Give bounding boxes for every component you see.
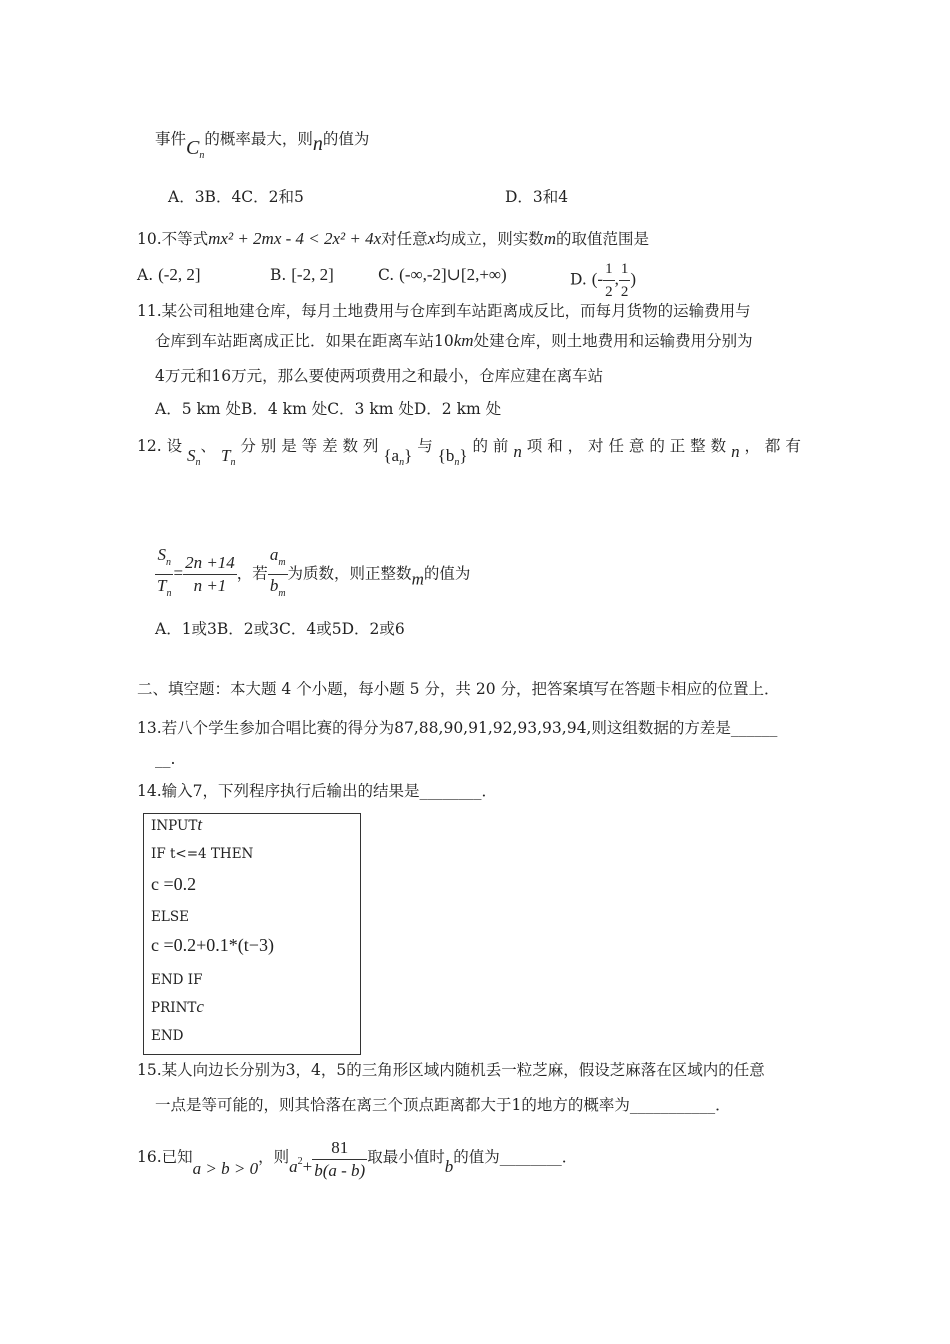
code-line-assign2: c =0.2+0.1*(t−3)	[151, 935, 274, 955]
q10-option-d: D. (- $\frac{1}{2}$ , $\frac{1}{2}$ )	[570, 258, 636, 303]
q10-option-c: C. (-∞,-2]∪[2,+∞)	[378, 265, 507, 284]
q10-option-a: A. (-2, 2]	[137, 265, 201, 284]
q14-stem: 14.输入7，下列程序执行后输出的结果是________．	[137, 782, 498, 800]
q11-options: A．5 km 处B．4 km 处C．3 km 处D．2 km 处	[155, 400, 502, 418]
q10-stem: 10.不等式mx² + 2mx - 4 < 2x² + 4x对任意x均成立，则实数m的取值范围是	[137, 229, 650, 248]
q11-line2: 仓库到车站距离成正比．如果在距离车站10km处建仓库，则土地费用和运输费用分别为	[155, 331, 753, 350]
code-line-else: ELSE	[151, 909, 189, 925]
q11-line3: 4万元和16万元，那么要使两项费用之和最小，仓库应建在离车站	[155, 367, 604, 385]
code-line-input: INPUTt	[151, 815, 203, 834]
q9-stem: 事件$C_n$的概率最大，则n的值为	[155, 130, 370, 161]
q15-line1: 15.某人向边长分别为3，4，5的三角形区域内随机丢一粒芝麻，假设芝麻落在区域内的任意	[137, 1061, 765, 1079]
code-line-if: IF t<=4 THEN	[151, 846, 254, 862]
code-line-assign1: c =0.2	[151, 874, 197, 894]
program-code-box	[143, 813, 361, 1055]
q16-stem: 16.已知a > b > 0，则$a_2+$ $\frac{81}{b(a - b)}$ 取最小值时b的值为________．	[137, 1138, 578, 1180]
q9-options-abc: A．3B．4C．2和5	[168, 188, 304, 206]
q13-line2: __.	[155, 750, 176, 768]
q13-line1: 13.若八个学生参加合唱比赛的得分为87,88,90,91,92,93,93,94,则这组数据的方差是______	[137, 719, 778, 737]
q9-option-d: D．3和4	[505, 188, 569, 206]
code-line-endif: END IF	[151, 972, 203, 988]
q11-line1: 11.某公司租地建仓库，每月土地费用与仓库到车站距离成反比，而每月货物的运输费用与	[137, 302, 751, 320]
q12-options: A．1或3B．2或3C．4或5D．2或6	[155, 620, 405, 638]
q12-condition: $\frac{S_n}{T_n}$ = $\frac{2n +14}{n +1}$ ，若 $\frac{a_m}{b_m}$ 为质数，则正整数m的值为	[157, 545, 471, 599]
q12-line1: 12. 设 $S_n$、 $T_n$ 分 别 是 等 差 数 列 $\{a_n\}$ 与 $\{b_n\}$ 的 前 n 项 和 ， 对 任 意 的 正 整 数 n ， 都 有	[137, 437, 801, 468]
q15-line2: 一点是等可能的，则其恰落在离三个顶点距离都大于1的地方的概率为___________．	[155, 1096, 731, 1114]
section-2-heading: 二、填空题：本大题 4 个小题，每小题 5 分，共 20 分，把答案填写在答题卡相应的位置上．	[137, 680, 780, 698]
q10-option-b: B. [-2, 2]	[270, 265, 334, 284]
code-line-end: END	[151, 1028, 184, 1044]
code-line-print: PRINTc	[151, 997, 204, 1016]
